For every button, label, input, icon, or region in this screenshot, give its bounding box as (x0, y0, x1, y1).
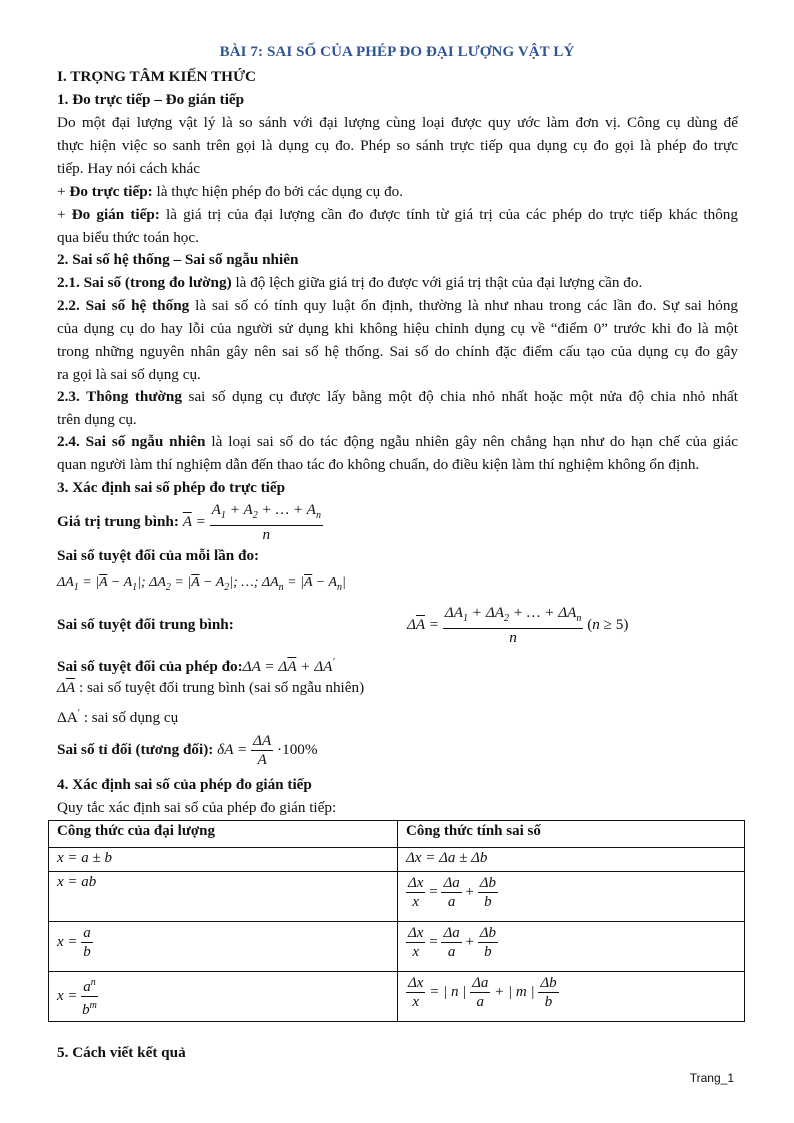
formula-abs-avg: Sai số tuyệt đối trung bình: $\Delta\overline{A}$ = $\frac{\Delta A_1 + \Delta A_2 + \dots + \Delta A_n}{n}$ (n ≥ 5) (57, 604, 629, 647)
paragraph-line: thực hiện việc so sanh trên gọi là dụng cụ đo. Phép so sánh trực tiếp qua dụng cụ đo gọi là phép đo trực (57, 137, 738, 154)
table-cell: x = ab (49, 872, 398, 922)
paragraph-line: quan người làm thí nghiệm dẫn đến thao tác đo không chuẩn, do điều kiện làm thí nghiệm không ổn định. (57, 456, 700, 473)
table-cell: x = a ± b (49, 848, 398, 872)
paragraph-line: 2.4. Sai số ngẫu nhiên là loại sai số do tác động ngẫu nhiên gây nên chẳng hạn như do hạn chế của giác (57, 433, 738, 450)
paragraph-line: qua biểu thức toán học. (57, 229, 199, 246)
paragraph-line: trên dụng cụ. (57, 411, 137, 428)
paragraph-line: ra gọi là sai số dụng cụ. (57, 366, 201, 383)
subsection-heading: 1. Đo trực tiếp – Đo gián tiếp (57, 91, 245, 108)
paragraph-line: của dụng cụ do hay lỗi của người sử dụng khi không hiệu chỉnh dụng cụ về “điểm 0” trước khi đo là một (57, 320, 738, 337)
page-number: Trang_1 (689, 1071, 734, 1085)
paragraph-line: tiếp. Hay nói cách khác (57, 160, 200, 177)
subsection-heading: 2. Sai số hệ thống – Sai số ngẫu nhiên (57, 251, 299, 268)
formula-abs-measure: Sai số tuyệt đối của phép đo:ΔA = $\Delta\overline{A} + \Delta A'$ (57, 657, 335, 676)
page-title: BÀI 7: SAI SỐ CỦA PHÉP ĐO ĐẠI LƯỢNG VẬT LÝ (219, 44, 575, 60)
table-row (49, 821, 745, 848)
table-row (49, 872, 745, 922)
table-header-cell: Công thức của đại lượng (49, 821, 398, 848)
formula-relative: Sai số tỉ đối (tương đối): δA = $\frac{\Delta A}{A}$ ·100% (57, 732, 318, 769)
table-row (49, 922, 745, 972)
subsection-heading: 3. Xác định sai số phép đo trực tiếp (57, 479, 286, 496)
table-row (49, 972, 745, 1022)
table-cell: $\frac{\Delta x}{x}$ = $\frac{\Delta a}{a}$ + $\frac{\Delta b}{b}$ (398, 922, 745, 972)
paragraph-line: + Đo trực tiếp: là thực hiện phép đo bởi các dụng cụ đo. (57, 183, 404, 200)
paragraph-line: 2.2. Sai số hệ thống là sai số có tính quy luật ổn định, thường là như nhau trong các lần đo. Sự sai hỏng (57, 297, 739, 314)
table-header-cell: Công thức tính sai số (398, 821, 745, 848)
table-cell: Δx = Δa ± Δb (398, 848, 745, 872)
paragraph-line: trong những nguyên nhân gây nên sai số hệ thống. Sai số do chính đặc điểm cấu tạo của dụng cụ đo gây (57, 343, 738, 360)
table-cell: $\frac{\Delta x}{x}$ = $\frac{\Delta a}{a}$ + $\frac{\Delta b}{b}$ (398, 872, 745, 922)
subsection-heading: 5. Cách viết kết quả (57, 1044, 186, 1061)
note-line: $\Delta\overline{A}$ : sai số tuyệt đối trung bình (sai số ngẫu nhiên) (57, 679, 365, 696)
paragraph-line: Quy tắc xác định sai số của phép đo gián tiếp: (57, 799, 337, 816)
label: Sai số tuyệt đối của mỗi lần đo: (57, 547, 260, 564)
table-cell: $\frac{\Delta x}{x}$ = | n | $\frac{\Delta a}{a}$ + | m | $\frac{\Delta b}{b}$ (398, 972, 745, 1022)
error-rules-table (48, 820, 745, 1022)
paragraph-line: + Đo gián tiếp: là giá trị của đại lượng cần đo được tính từ giá trị của các phép do trực tiếp khác thông (57, 206, 738, 223)
note-line: ΔA′ : sai số dụng cụ (57, 708, 179, 727)
table-cell: x = $\frac{a^n}{b^m}$ (49, 972, 398, 1022)
table-cell: x = $\frac{a}{b}$ (49, 922, 398, 972)
paragraph-line: 2.1. Sai số (trong đo lường) là độ lệch giữa giá trị đo được với giá trị thật của đại lượng cần đo. (57, 274, 643, 291)
subsection-heading: 4. Xác định sai số của phép đo gián tiếp (57, 776, 312, 793)
paragraph-line: 2.3. Thông thường sai số dụng cụ được lấy bằng một độ chia nhỏ nhất hoặc một nửa độ chia nhỏ nhất (57, 388, 738, 405)
formula-average: Giá trị trung bình: $\overline{A}$ = $\frac{A_1 + A_2 + \dots + A_n}{n}$ (57, 501, 321, 544)
table-row (49, 848, 745, 872)
formula-abs-each: $\Delta A_1 = |\overline{A} - A_1|$; $\Delta A_2 = |\overline{A} - A_2|$; …; $\Delta A_n = |\overline{A} - A_n|$ (57, 575, 346, 593)
paragraph-line: Do một đại lượng vật lý là so sánh với đại lượng cùng loại được quy ước làm đơn vị. Công cụ dùng để (57, 114, 738, 131)
section-heading: I. TRỌNG TÂM KIẾN THỨC (57, 68, 257, 85)
